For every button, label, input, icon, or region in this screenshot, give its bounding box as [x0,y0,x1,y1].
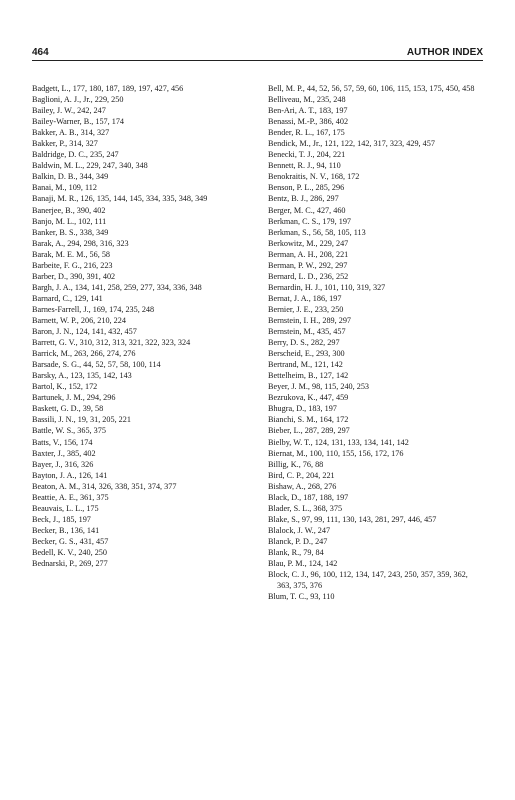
index-entry: Bishaw, A., 268, 276 [268,481,337,491]
index-entry: Bender, R. L., 167, 175 [268,128,345,138]
index-entry: Blalock, J. W., 247 [268,525,331,535]
index-entry: Bednarski, P., 269, 277 [32,559,108,569]
index-entry: Bernard, L. D., 236, 252 [268,271,349,281]
page-number: 464 [32,47,49,58]
index-entry: Baldwin, M. L., 229, 247, 340, 348 [32,161,148,171]
index-entry: Baldridge, D. C., 235, 247 [32,150,119,160]
index-entry: Berscheid, E., 293, 300 [268,349,345,359]
index-entry: Battle, W. S., 365, 375 [32,426,106,436]
index-entry: Balkin, D. B., 344, 349 [32,172,109,182]
index-entry: Banjo, M. L., 102, 111 [32,216,107,226]
index-entry: Barrett, G. V., 310, 312, 313, 321, 322, 323, 324 [32,338,191,348]
index-entry: Banai, M., 109, 112 [32,183,97,193]
index-entry: Bielby, W. T., 124, 131, 133, 134, 141, 142 [268,437,409,447]
index-entry: Black, D., 187, 188, 197 [268,492,349,502]
index-entry: Bell, M. P., 44, 52, 56, 57, 59, 60, 106, 115, 153, 175, 450, 458 [268,84,475,93]
index-entry: Barnett, W. P., 206, 210, 224 [32,315,126,325]
index-entry: Bianchi, S. M., 164, 172 [268,415,349,425]
index-entry: Barrick, M., 263, 266, 274, 276 [32,349,136,359]
index-entry: Berman, A. H., 208, 221 [268,249,349,259]
index-entry: Bernardin, H. J., 101, 110, 319, 327 [268,282,386,292]
index-entry: Bezrukova, K., 447, 459 [268,393,349,403]
index-entry: Bassili, J. N., 19, 31, 205, 221 [32,415,131,425]
index-entry: Beyer, J. M., 98, 115, 240, 253 [268,382,370,392]
index-entry: Bernat, J. A., 186, 197 [268,293,342,303]
index-entry: Billig, K., 76, 88 [268,459,324,469]
index-entry: Batts, V., 156, 174 [32,437,93,447]
index-entry: Berman, P. W., 292, 297 [268,260,348,270]
index-entry: Blanck, P. D., 247 [268,536,328,546]
index-entry: Benecki, T. J., 204, 221 [268,150,346,160]
index-entry: Bayer, J., 316, 326 [32,459,94,469]
index-entry: Barnard, C., 129, 141 [32,293,103,303]
index-entry: Bennett, R. J., 94, 110 [268,161,341,171]
index-entry: Banker, B. S., 338, 349 [32,227,109,237]
index-entry: Bertrand, M., 121, 142 [268,360,343,370]
index-entry: Bargh, J. A., 134, 141, 258, 259, 277, 334, 336, 348 [32,282,202,292]
index-entry: Barsade, S. G., 44, 52, 57, 58, 100, 114 [32,360,161,370]
index-entry: Blake, S., 97, 99, 111, 130, 143, 281, 297, 446, 457 [268,514,437,524]
index-entry: Blank, R., 79, 84 [268,547,324,557]
index-entry: Beck, J., 185, 197 [32,514,91,524]
index-entry: Banerjee, B., 390, 402 [32,205,106,215]
index-entry: Baglioni, A. J., Jr., 229, 250 [32,95,124,105]
index-entry: Berkowitz, M., 229, 247 [268,238,349,248]
index-entry: Bieber, L., 287, 289, 297 [268,426,350,436]
index-column-right [268,83,482,602]
index-entry: Benson, P. L., 285, 296 [268,183,345,193]
index-entry: Beauvais, L. L., 175 [32,503,99,513]
index-entry: Blum, T. C., 93, 110 [268,592,335,602]
index-entry: Bettelheim, B., 127, 142 [268,371,349,381]
index-entry: Bayton, J. A., 126, 141 [32,470,108,480]
index-entry: Baskett, G. D., 39, 58 [32,404,104,414]
index-entry: Bailey, J. W., 242, 247 [32,106,106,116]
index-entry: Baxter, J., 385, 402 [32,448,96,458]
index-entry: Bernier, J. E., 233, 250 [268,304,344,314]
index-entry: Blau, P. M., 124, 142 [268,559,338,569]
index-entry: Baron, J. N., 124, 141, 432, 457 [32,327,137,337]
index-entry: Berkman, C. S., 179, 197 [268,216,352,226]
index-entry: Benokraitis, N. V., 168, 172 [268,172,360,182]
index-entry: Barak, A., 294, 298, 316, 323 [32,238,129,248]
page-header [32,44,483,61]
index-page [32,44,483,602]
index-entry: Bailey-Warner, B., 157, 174 [32,117,125,127]
index-entry: Benassi, M.-P., 386, 402 [268,117,349,127]
index-entry: Bartol, K., 152, 172 [32,382,98,392]
section-title: AUTHOR INDEX [406,47,483,58]
index-entry: Becker, B., 136, 141 [32,525,100,535]
index-entry: Badgett, L., 177, 180, 187, 189, 197, 427, 456 [32,84,184,93]
index-entry: Barak, M. E. M., 56, 58 [32,249,111,259]
index-entry: Barnes-Farrell, J., 169, 174, 235, 248 [32,304,155,314]
index-entry: Bartunek, J. M., 294, 296 [32,393,116,403]
index-entry: Barsky, A., 123, 135, 142, 143 [32,371,132,381]
index-entry: Bakker, A. B., 314, 327 [32,128,110,138]
index-column-left [32,83,246,602]
index-entry: Bhugra, D., 183, 197 [268,404,337,414]
index-entry: Berry, D. S., 282, 297 [268,338,340,348]
index-entry: Bernstein, M., 435, 457 [268,327,346,337]
index-entry: Berger, M. C., 427, 460 [268,205,346,215]
index-entry: Ben-Ari, A. T., 183, 197 [268,106,348,116]
index-entry: Bedell, K. V., 240, 250 [32,547,107,557]
index-entry: Block, C. J., 96, 100, 112, 134, 147, 243, 250, 357, 359, 362, 363, 375, 376 [268,570,468,591]
index-entry: Bentz, B. J., 286, 297 [268,194,339,204]
index-entry: Biernat, M., 100, 110, 155, 156, 172, 176 [268,448,404,458]
index-entry: Bendick, M., Jr., 121, 122, 142, 317, 323, 429, 457 [268,139,435,149]
index-entry: Berkman, S., 56, 58, 105, 113 [268,227,366,237]
index-columns [32,83,483,602]
index-entry: Becker, G. S., 431, 457 [32,536,109,546]
index-entry: Beattie, A. E., 361, 375 [32,492,109,502]
index-entry: Belliveau, M., 235, 248 [268,95,346,105]
index-entry: Barber, D., 390, 391, 402 [32,271,116,281]
index-entry: Bernstein, I. H., 289, 297 [268,315,352,325]
index-entry: Bakker, P., 314, 327 [32,139,98,149]
index-entry: Beaton, A. M., 314, 326, 338, 351, 374, 377 [32,481,177,491]
index-entry: Blader, S. L., 368, 375 [268,503,343,513]
index-entry: Bird, C. P., 204, 221 [268,470,335,480]
index-entry: Banaji, M. R., 126, 135, 144, 145, 334, 335, 348, 349 [32,194,208,204]
index-entry: Barbeite, F. G., 216, 223 [32,260,113,270]
